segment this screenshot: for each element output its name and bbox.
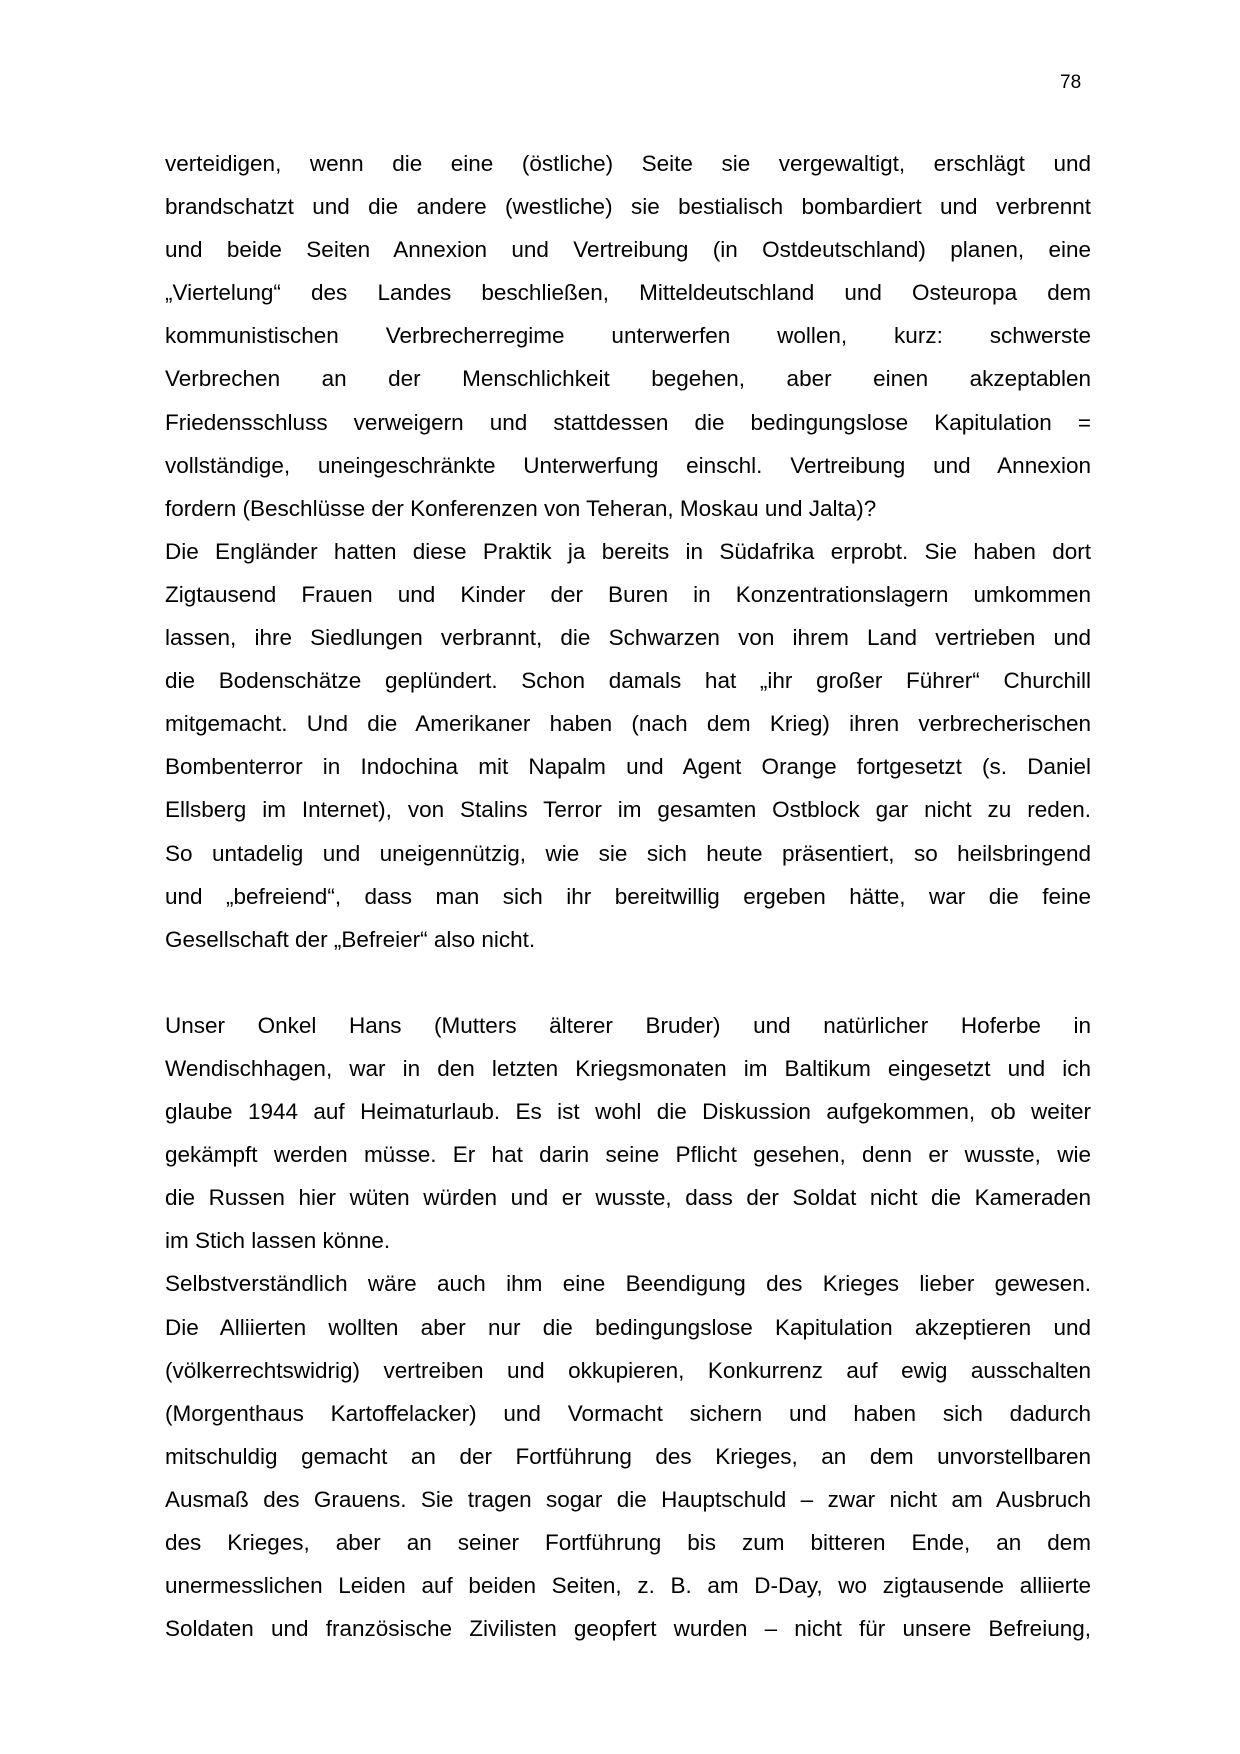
text-line: Die Engländer hatten diese Praktik ja bereits in Südafrika erprobt. Sie haben dort: [165, 538, 1091, 564]
text-line: gekämpft werden müsse. Er hat darin seine Pflicht gesehen, denn er wusste, wie: [165, 1142, 1091, 1168]
page-number: 78: [1060, 72, 1082, 93]
paragraph: [165, 142, 1091, 530]
text-line: Ausmaß des Grauens. Sie tragen sogar die Hauptschuld – zwar nicht am Ausbruch: [165, 1486, 1091, 1512]
text-line: im Stich lassen könne.: [165, 1228, 391, 1254]
paragraph: [165, 530, 1091, 961]
text-line: So untadelig und uneigennützig, wie sie sich heute präsentiert, so heilsbringend: [165, 840, 1091, 866]
text-line: Die Alliierten wollten aber nur die bedingungslose Kapitulation akzeptieren und: [165, 1314, 1091, 1340]
body-text: [165, 142, 1091, 1650]
paragraph-spacer: [165, 961, 1091, 1004]
text-line: vollständige, uneingeschränkte Unterwerfung einschl. Vertreibung und Annexion: [165, 452, 1091, 478]
text-line: glaube 1944 auf Heimaturlaub. Es ist wohl die Diskussion aufgekommen, ob weiter: [165, 1099, 1091, 1125]
text-line: Ellsberg im Internet), von Stalins Terror im gesamten Ostblock gar nicht zu reden.: [165, 797, 1091, 823]
text-line: (völkerrechtswidrig) vertreiben und okkupieren, Konkurrenz auf ewig ausschalten: [165, 1357, 1091, 1383]
paragraph: [165, 1004, 1091, 1263]
paragraph: [165, 1262, 1091, 1650]
text-line: unermesslichen Leiden auf beiden Seiten, z. B. am D-Day, wo zigtausende alliierte: [165, 1573, 1091, 1599]
text-line: Gesellschaft der „Befreier“ also nicht.: [165, 926, 536, 952]
text-line: Verbrechen an der Menschlichkeit begehen, aber einen akzeptablen: [165, 366, 1091, 392]
text-line: Zigtausend Frauen und Kinder der Buren in Konzentrationslagern umkommen: [165, 581, 1091, 607]
text-line: die Bodenschätze geplündert. Schon damals hat „ihr großer Führer“ Churchill: [165, 668, 1091, 694]
text-line: Bombenterror in Indochina mit Napalm und Agent Orange fortgesetzt (s. Daniel: [165, 754, 1091, 780]
text-line: lassen, ihre Siedlungen verbrannt, die Schwarzen von ihrem Land vertrieben und: [165, 625, 1091, 651]
text-line: fordern (Beschlüsse der Konferenzen von Teheran, Moskau und Jalta)?: [165, 495, 877, 521]
text-line: brandschatzt und die andere (westliche) sie bestialisch bombardiert und verbrennt: [165, 194, 1091, 220]
text-line: und „befreiend“, dass man sich ihr bereitwillig ergeben hätte, war die feine: [165, 883, 1091, 909]
text-line: und beide Seiten Annexion und Vertreibung (in Ostdeutschland) planen, eine: [165, 237, 1091, 263]
text-line: Friedensschluss verweigern und stattdessen die bedingungslose Kapitulation =: [165, 409, 1091, 435]
text-line: kommunistischen Verbrecherregime unterwerfen wollen, kurz: schwerste: [165, 323, 1091, 349]
text-line: des Krieges, aber an seiner Fortführung bis zum bitteren Ende, an dem: [165, 1530, 1091, 1555]
text-line: Unser Onkel Hans (Mutters älterer Bruder) und natürlicher Hoferbe in: [165, 1012, 1091, 1038]
text-line: Wendischhagen, war in den letzten Kriegsmonaten im Baltikum eingesetzt und ich: [165, 1055, 1091, 1081]
text-line: Selbstverständlich wäre auch ihm eine Beendigung des Krieges lieber gewesen.: [165, 1271, 1091, 1297]
text-line: Soldaten und französische Zivilisten geopfert wurden – nicht für unsere Befreiung,: [165, 1616, 1091, 1642]
text-line: mitschuldig gemacht an der Fortführung des Krieges, an dem unvorstellbaren: [165, 1443, 1091, 1469]
text-line: „Viertelung“ des Landes beschließen, Mitteldeutschland und Osteuropa dem: [165, 280, 1091, 306]
text-line: mitgemacht. Und die Amerikaner haben (nach dem Krieg) ihren verbrecherischen: [165, 711, 1091, 737]
text-line: (Morgenthaus Kartoffelacker) und Vormacht sichern und haben sich dadurch: [165, 1400, 1091, 1426]
text-line: die Russen hier wüten würden und er wusste, dass der Soldat nicht die Kameraden: [165, 1185, 1091, 1211]
text-line: verteidigen, wenn die eine (östliche) Seite sie vergewaltigt, erschlägt und: [165, 151, 1091, 176]
